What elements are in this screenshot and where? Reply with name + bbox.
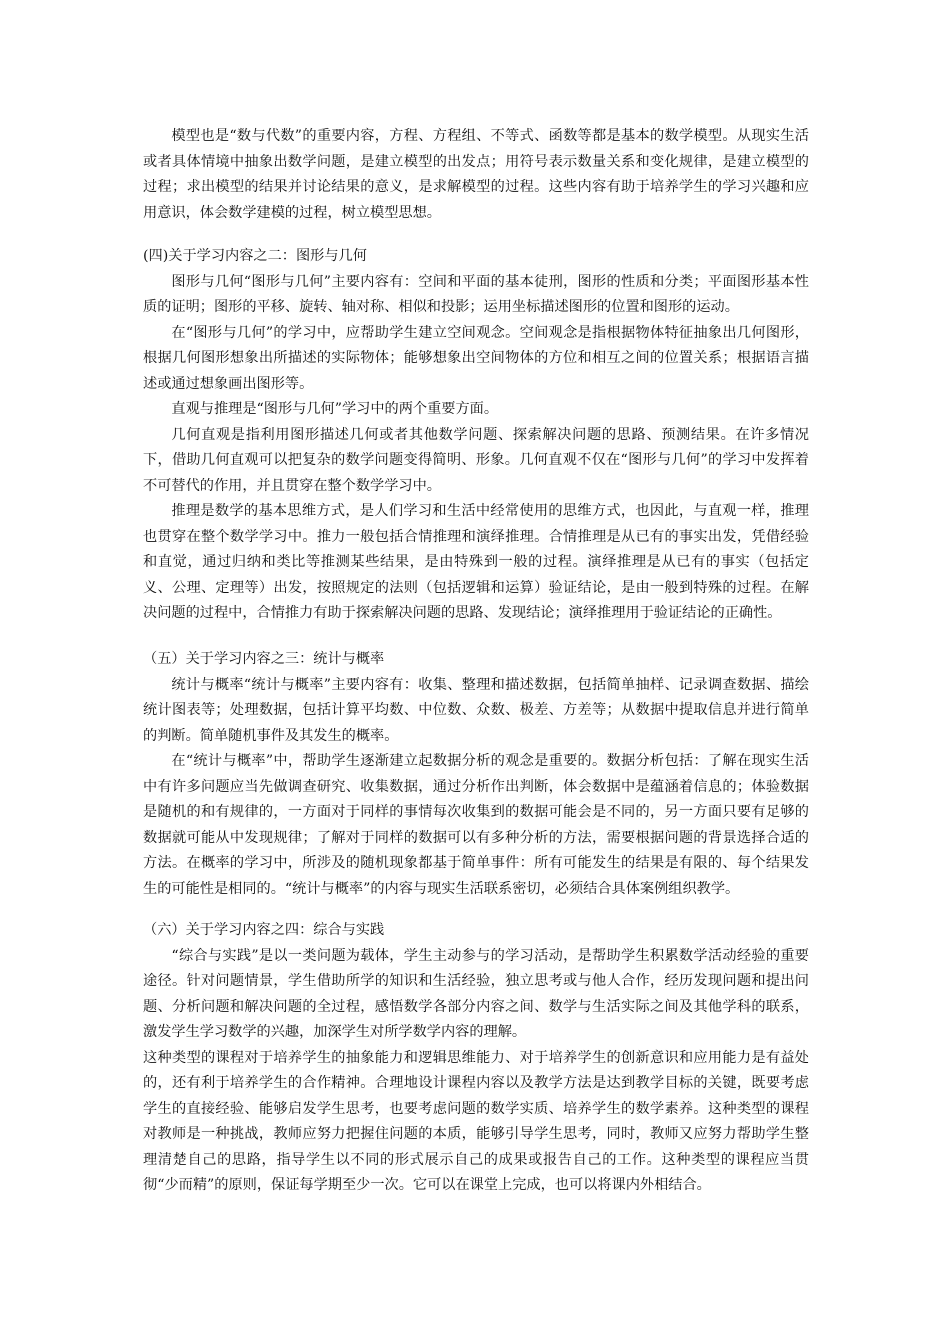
practice-paragraph: 这种类型的课程对于培养学生的抽象能力和逻辑思维能力、对于培养学生的创新意识和应用能力是有益处的，还有利于培养学生的合作精神。合理地设计课程内容以及教学方法是达到教学目标的关键，既要考虑学生的直接经验、能够启发学生思考，也要考虑问题的数学实质、培养学生的数学素养。这种类型的课程对教师是一种挑战，教师应努力把握住问题的本质，能够引导学生思考，同时，教师又应努力帮助学生整理清楚自己的思路，指导学生以不同的形式展示自己的成果或报告自己的工作。这种类型的课程应当贯彻“少而精”的原则，保证每学期至少一次。它可以在课堂上完成，也可以将课内外相结合。 [143,1049,809,1193]
statistics-paragraph: 统计与概率“统计与概率”主要内容有：收集、整理和描述数据，包括简单抽样、记录调查数据、描绘统计图表等；处理数据，包括计算平均数、中位数、众数、极差、方差等；从数据中提取信息并进行简单的判断。简单随机事件及其发生的概率。 [143,676,809,744]
statistics-heading: （五）关于学习内容之三：统计与概率 [143,651,385,667]
geometry-paragraph: 推理是数学的基本思维方式，是人们学习和生活中经常使用的思维方式，也因此，与直观一样，推理也贯穿在整个数学学习中。推力一般包括合情推理和演绎推理。合情推理是从已有的事实出发，凭借经验和直觉，通过归纳和类比等推测某些结果，是由特殊到一般的过程。演绎推理是从已有的事实（包括定义、公理、定理等）出发，按照规定的法则（包括逻辑和运算）验证结论，是由一般到特殊的过程。在解决问题的过程中，合情推力有助于探索解决问题的思路、发现结论；演绎推理用于验证结论的正确性。 [143,503,809,621]
geometry-paragraph: 在“图形与几何”的学习中，应帮助学生建立空间观念。空间观念是指根据物体特征抽象出几何图形，根据几何图形想象出所描述的实际物体；能够想象出空间物体的方位和相互之间的位置关系；根据语言描述或通过想象画出图形等。 [143,324,809,392]
geometry-paragraph: 几何直观是指利用图形描述几何或者其他数学问题、探索解决问题的思路、预测结果。在许多情况下，借助几何直观可以把复杂的数学问题变得简明、形象。几何直观不仅在“图形与几何”的学习中发挥着不可替代的作用，并且贯穿在整个数学学习中。 [143,426,809,494]
geometry-paragraph: 直观与推理是“图形与几何”学习中的两个重要方面。 [171,401,499,417]
practice-paragraph: “综合与实践”是以一类问题为载体，学生主动参与的学习活动，是帮助学生积累数学活动经验的重要途径。针对问题情景，学生借助所学的知识和生活经验，独立思考或与他人合作，经历发现问题和提出问题、分析问题和解决问题的全过程，感悟数学各部分内容之间、数学与生活实际之间及其他学科的联系，激发学生学习数学的兴趣，加深学生对所学数学内容的理解。 [143,947,809,1040]
geometry-paragraph: 图形与几何“图形与几何”主要内容有：空间和平面的基本徒刑，图形的性质和分类；平面图形基本性质的证明；图形的平移、旋转、轴对称、相似和投影；运用坐标描述图形的位置和图形的运动。 [143,273,809,315]
intro-paragraph: 模型也是“数与代数”的重要内容，方程、方程组、不等式、函数等都是基本的数学模型。从现实生活或者具体情境中抽象出数学问题，是建立模型的出发点；用符号表示数量关系和变化规律，是建立模型的过程；求出模型的结果并讨论结果的意义，是求解模型的过程。这些内容有助于培养学生的学习兴趣和应用意识，体会数学建模的过程，树立模型思想。 [143,128,809,221]
practice-section [143,918,809,1199]
statistics-paragraph: 在“统计与概率”中，帮助学生逐渐建立起数据分析的观念是重要的。数据分析包括：了解在现实生活中有许多问题应当先做调查研究、收集数据，通过分析作出判断，体会数据中是蕴涵着信息的；体验数据是随机的和有规律的，一方面对于同样的事情每次收集到的数据可能会是不同的，另一方面只要有足够的数据就可能从中发现规律；了解对于同样的数据可以有多种分析的方法，需要根据问题的背景选择合适的方法。在概率的学习中，所涉及的随机现象都基于简单事件：所有可能发生的结果是有限的、每个结果发生的可能性是相同的。“统计与概率”的内容与现实生活联系密切，必须结合具体案例组织教学。 [143,753,809,897]
geometry-heading: (四)关于学习内容之二：图形与几何 [143,248,367,264]
practice-heading: （六）关于学习内容之四：综合与实践 [143,922,385,938]
intro-section [143,124,809,226]
statistics-section [143,647,809,902]
geometry-section [143,244,809,627]
